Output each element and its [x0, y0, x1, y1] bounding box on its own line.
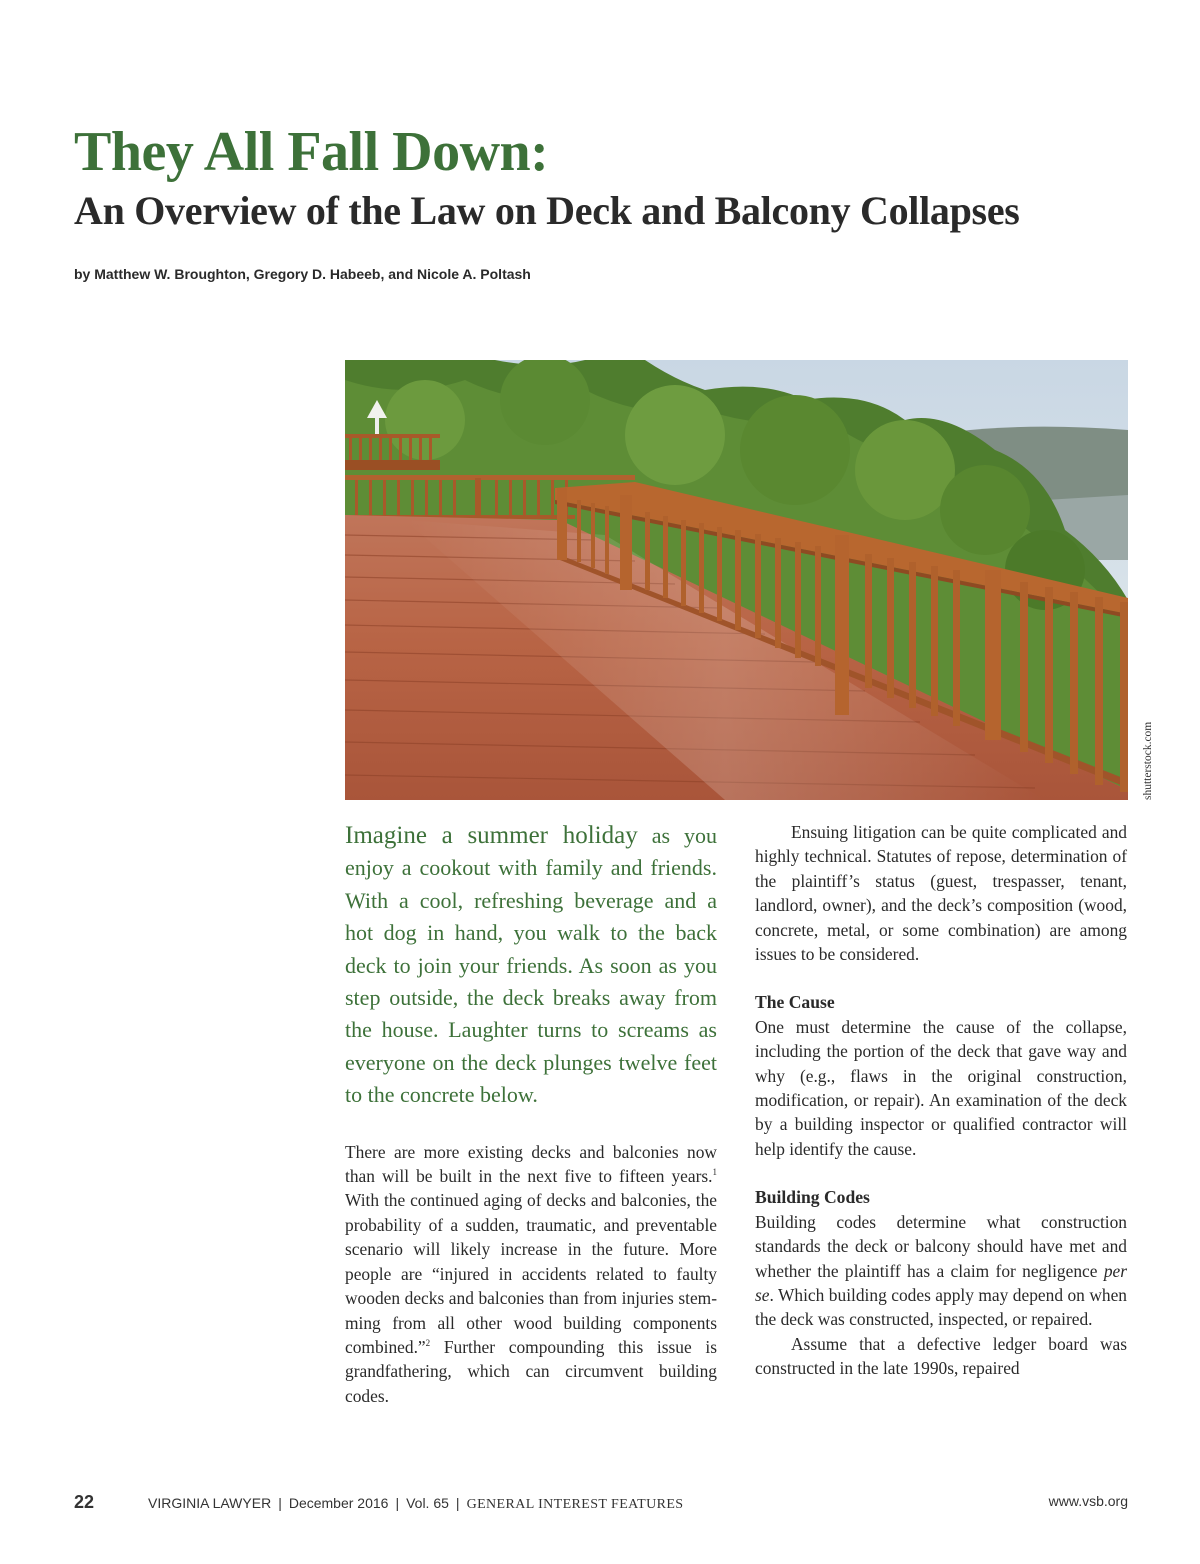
- litigation-paragraph: Ensuing litigation can be quite complicated and highly technical. Statutes of repose, determination of the plaintiff’s status (guest, trespasser, tenant, landlord, owner), and the deck’s composition (wood, concrete, metal, or some combination) are among issues to be considered.: [755, 822, 1127, 965]
- volume: Vol. 65: [406, 1495, 449, 1511]
- website-link[interactable]: www.vsb.org: [1048, 1493, 1128, 1509]
- publication-name: VIRGINIA LAWYER: [148, 1495, 272, 1511]
- intro-paragraph: There are more existing decks and balconies now than will be built in the next five to fifteen years.$^1$ With the continued aging of decks and balconies, the probability of a sudden, traumatic, and preventable scenario will likely increase in the future. More people are “injured in accidents related to faulty wooden decks and balconies than from injuries stemming from all other wood building components combined.”$^2$ Further compounding this issue is grandfathering, which can circumvent building codes.: [345, 1141, 717, 1406]
- footer-publication-info: VIRGINIA LAWYER | December 2016 | Vol. 65 | GENERAL INTEREST FEATURES: [148, 1495, 684, 1512]
- photo-credit: shutterstock.com: [1142, 721, 1154, 800]
- footnote-ref-2: 2: [425, 1338, 431, 1349]
- page-footer: [74, 1492, 1128, 1516]
- section-heading-building-codes: Building Codes: [755, 1187, 870, 1208]
- article-title: They All Fall Down:: [74, 121, 549, 183]
- page-number: 22: [74, 1492, 95, 1512]
- ledger-board-paragraph: Assume that a defective ledger board was constructed in the late 1990s, repaired: [755, 1333, 1127, 1379]
- lede-lead-in: Imagine a summer holiday: [345, 822, 638, 849]
- section-heading-cause: The Cause: [755, 992, 835, 1013]
- lede-text: as you enjoy a cookout with family and friends. With a cool, refreshing beverage and a hot dog in hand, you walk to the back deck to join your friends. As soon as you step outside, the deck breaks away from the house. Laughter turns to screams as everyone on the deck plunges twelve feet to the concrete below.: [345, 823, 717, 1108]
- cause-paragraph: One must determine the cause of the collapse, including the portion of the deck that gave way and why (e.g., flaws in the original construction, modification, or repair). An examination of the deck by a building inspector or qualified contractor will help identify the cause.: [755, 1016, 1127, 1159]
- section-name: GENERAL INTEREST FEATURES: [466, 1497, 684, 1512]
- article-subtitle: An Overview of the Law on Deck and Balcony Collapses: [74, 188, 1020, 233]
- footnote-ref-1: 1: [712, 1167, 717, 1178]
- right-column: [755, 820, 1127, 1381]
- lede-paragraph: [345, 820, 717, 1112]
- article-byline: by Matthew W. Broughton, Gregory D. Habeeb, and Nicole A. Poltash: [74, 266, 531, 282]
- left-column: [345, 820, 717, 1408]
- deck-photo: [345, 360, 1128, 800]
- building-codes-paragraph: Building codes determine what construction standards the deck or balcony should have met and whether the plaintiff has a claim for negligence per se. Which building codes apply may depend on when the deck was constructed, inspected, or repaired.: [755, 1211, 1127, 1330]
- issue-date: December 2016: [288, 1495, 389, 1511]
